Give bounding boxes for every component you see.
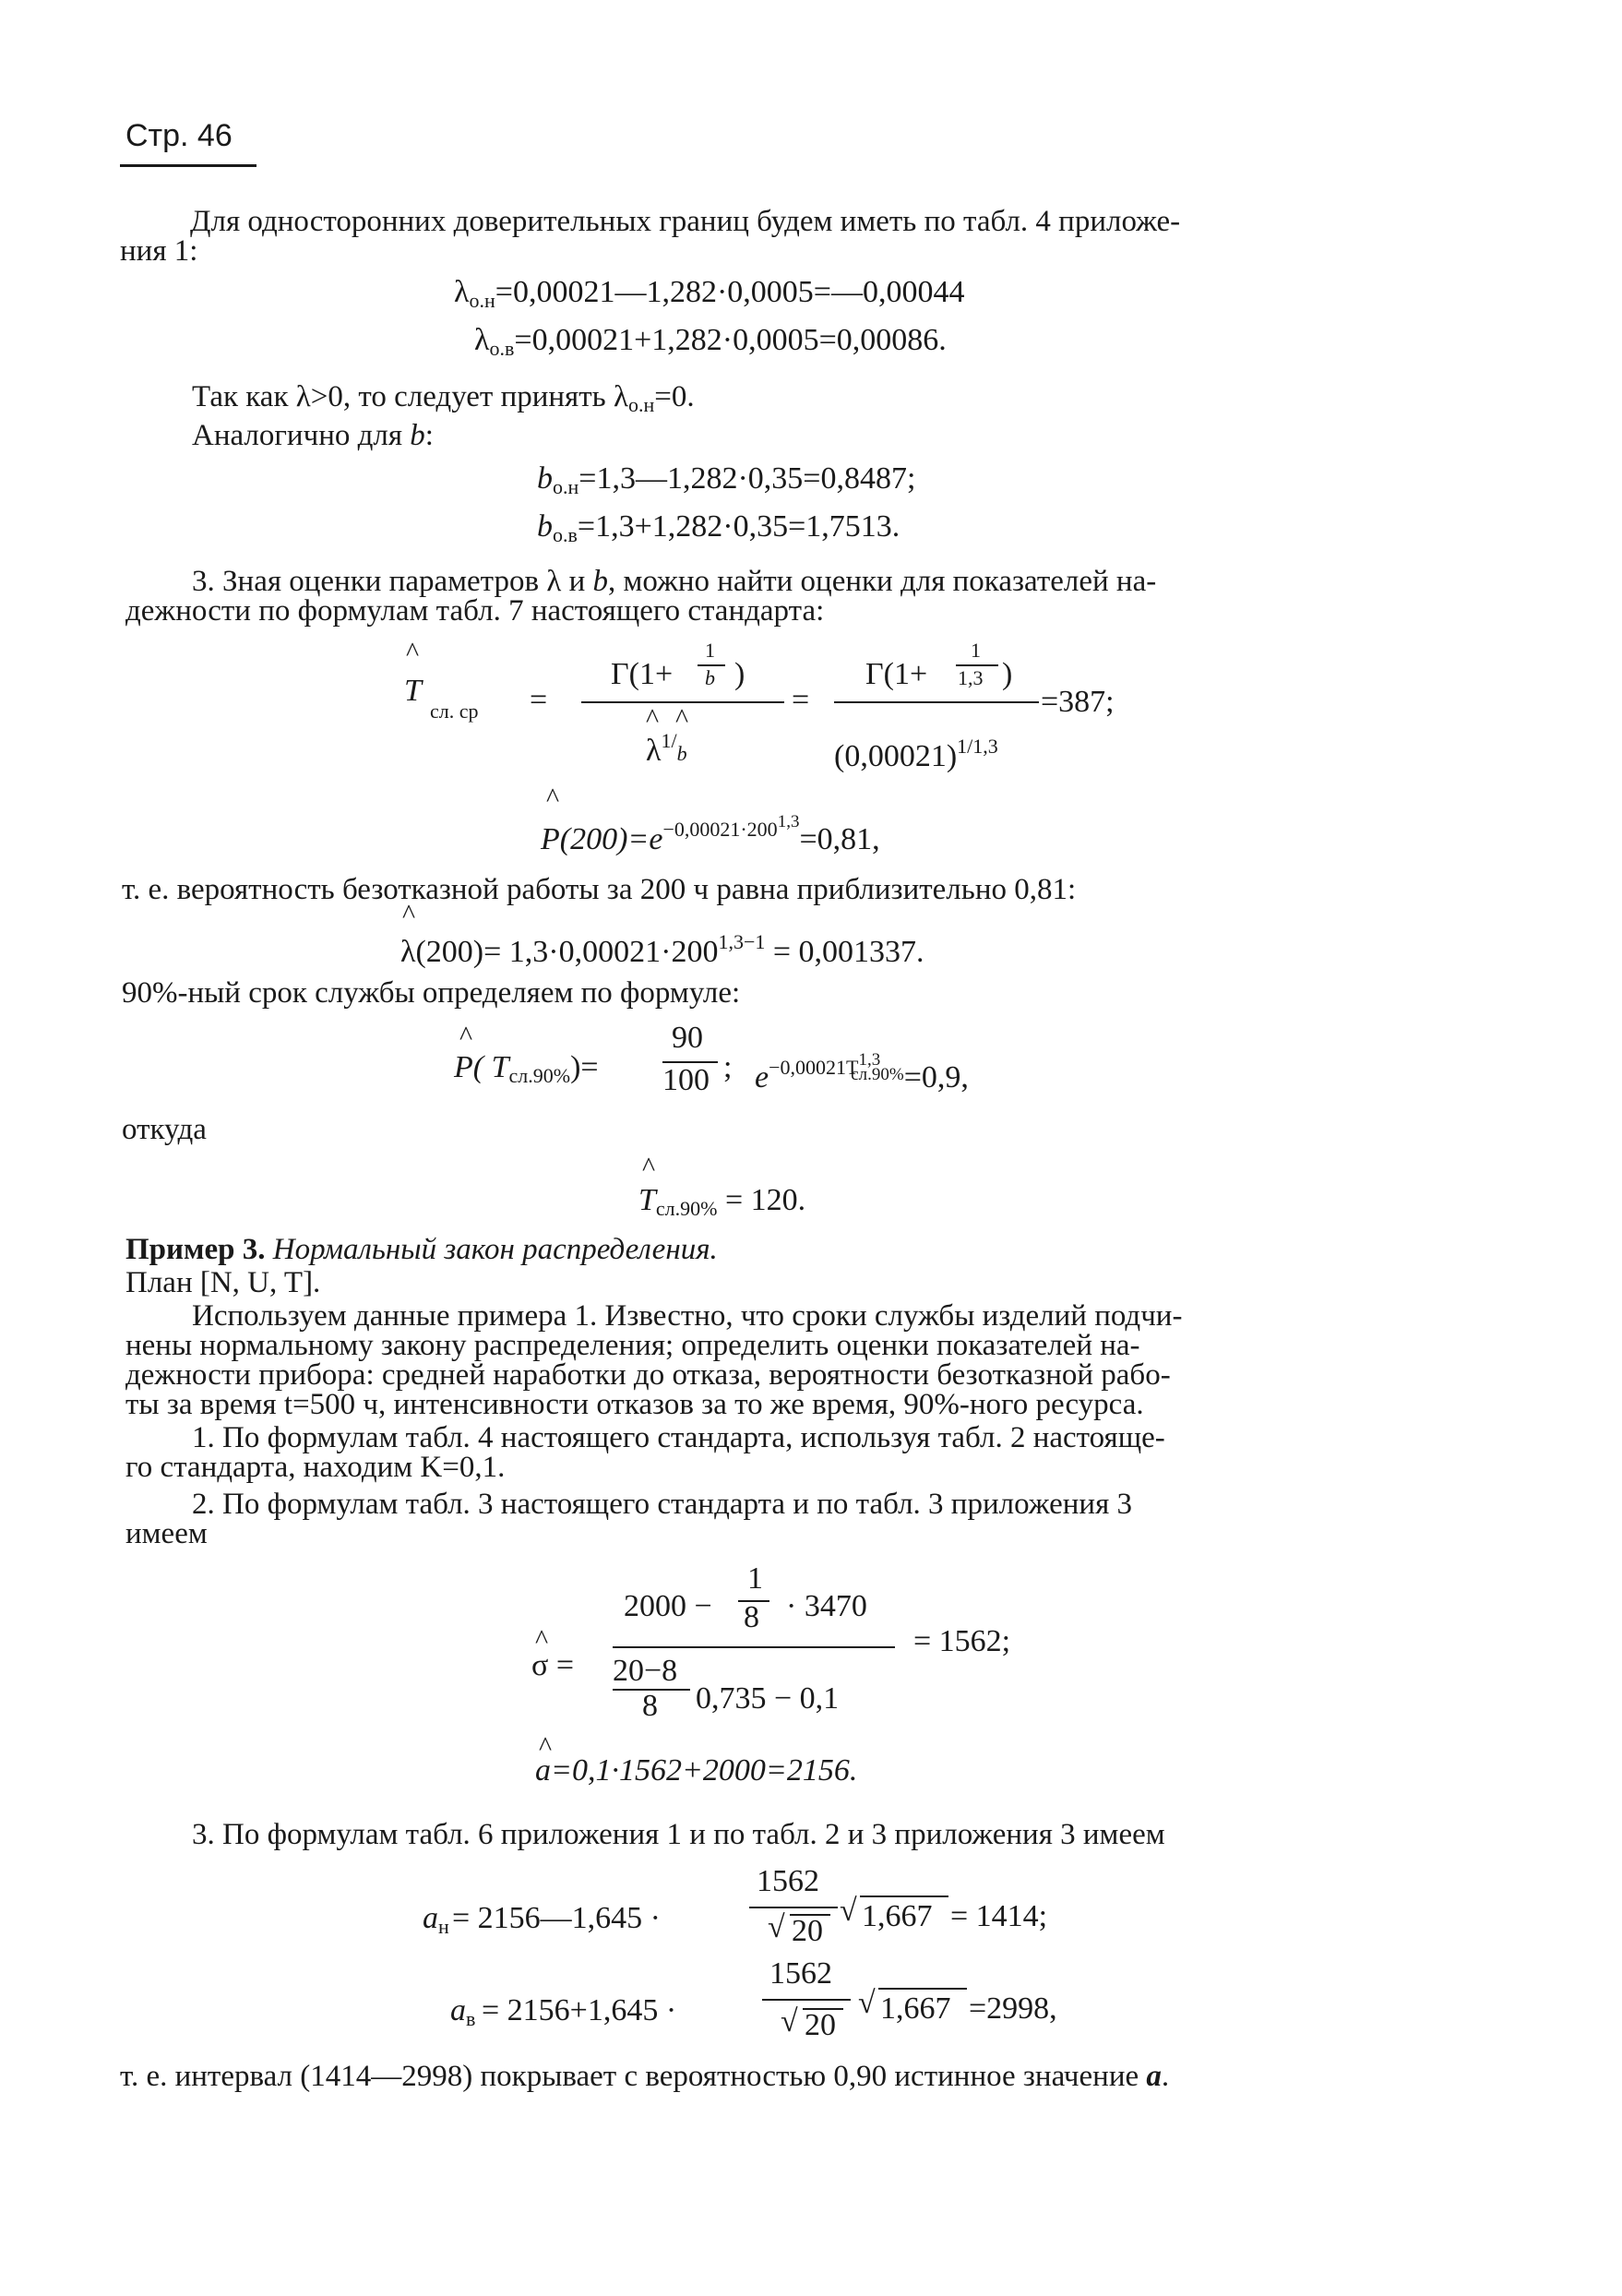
step-3-line: 3. По формулам табл. 6 приложения 1 и по табл. 2 и 3 приложения 3 имеем (192, 1818, 1165, 1851)
root-sign: √ (840, 1894, 857, 1928)
fraction-b: b (705, 666, 715, 689)
close-paren: ) (734, 657, 745, 691)
root-sign: √ (858, 1986, 876, 2020)
a-lower-denominator: 20 (792, 1914, 823, 1948)
result-387: =387; (1041, 685, 1115, 719)
formula-lambda-on: $\lambda_{о.н}=0,00021—1,282\cdot 0,0005=—0,00044$ (454, 275, 965, 312)
root-sign: √ (768, 1910, 785, 1944)
a-upper-mid: = 2156+1,645 · (482, 1993, 677, 2027)
radical-bar (860, 1895, 948, 1897)
sigma-den-frac-den: 8 (642, 1689, 658, 1723)
sigma-result: = 1562; (913, 1624, 1011, 1658)
a-upper-root: 1,667 (880, 1991, 951, 2026)
constant-denominator: $(0,00021)^{1/1,3}$ (834, 735, 998, 773)
hat-mark: ^ (546, 783, 560, 813)
radical-bar (878, 1988, 967, 1990)
a-lower-numerator: 1562 (757, 1864, 819, 1898)
semicolon: ; (723, 1050, 733, 1084)
a-upper-lhs: $a_в$ (450, 1993, 476, 2030)
use-line-3: дежности прибора: средней наработки до отказа, вероятности безотказной рабо- (125, 1358, 1171, 1392)
lambda-denominator: $\lambda^{1/}b$ (646, 729, 687, 768)
sigma-num-one: 1 (747, 1561, 763, 1596)
a-lower-root: 1,667 (862, 1899, 933, 1933)
p90-numerator: 90 (672, 1021, 703, 1055)
example-3-heading: Пример 3. Нормальный закон распределения. (125, 1233, 718, 1266)
fraction-one: 1 (971, 639, 981, 662)
p90-exponential: $e^{-0,00021T1,3сл.90\%}=0,9$, (755, 1050, 969, 1094)
srok-line: 90%-ный срок службы определяем по формуле: (122, 976, 741, 1010)
close-paren: ) (1002, 657, 1013, 691)
analog-line: Аналогично для b: (192, 419, 434, 452)
fraction-one: 1 (705, 639, 715, 662)
a-upper-denominator: 20 (805, 2008, 836, 2042)
hat-mark: ^ (646, 703, 660, 734)
sigma-num-tail: · 3470 (786, 1589, 867, 1623)
sigma-den-tail: 0,735 − 0,1 (696, 1681, 840, 1716)
hat-mark: ^ (539, 1731, 553, 1762)
use-line-4: ты за время t=500 ч, интенсивности отказов за то же время, 90%-ного ресурса. (125, 1388, 1144, 1421)
formula-a-hat: a=0,1·1562+2000=2156. (535, 1753, 858, 1788)
fraction-bar (613, 1646, 895, 1648)
paragraph-3-line-1: 3. Зная оценки параметров λ и b, можно найти оценки для показателей на- (192, 565, 1157, 598)
formula-lambda-ov: $\lambda_{о.в}=0,00021+1,282\cdot 0,0005=0,00086$. (474, 323, 947, 360)
step-2-line-2: имеем (125, 1517, 208, 1550)
a-lower-result: = 1414; (950, 1899, 1048, 1933)
header-rule (120, 164, 256, 167)
a-upper-numerator: 1562 (769, 1956, 832, 1991)
hat-mark: ^ (459, 1021, 473, 1051)
hat-mark: ^ (642, 1152, 656, 1182)
root-sign: √ (781, 2004, 798, 2039)
p90-lhs: P( $T_{сл.90\%})=$ (454, 1050, 599, 1087)
formula-b-ov: $b_{о.в}=1,3+1,282\cdot 0,35=1,7513$. (537, 509, 900, 546)
formula-p200: $P(200)=e^{-0,00021\cdot 2001,3}=0,81$, (541, 812, 880, 856)
final-line: т. е. интервал (1414—2998) покрывает с вероятностью 0,90 истинное значение a. (120, 2060, 1170, 2093)
step-1-line-2: го стандарта, находим K=0,1. (125, 1451, 506, 1484)
step-2-line-1: 2. По формулам табл. 3 настоящего стандарта и по табл. 3 приложения 3 (192, 1488, 1133, 1521)
fraction-13: 1,3 (958, 666, 984, 689)
a-upper-result: =2998, (969, 1991, 1057, 2026)
otkuda-line: откуда (122, 1113, 207, 1146)
equals-sign: = (530, 683, 548, 717)
formula-t90: $T_{сл.90\%} = 120$. (638, 1183, 806, 1220)
step-1-line-1: 1. По формулам табл. 4 настоящего стандарта, используя табл. 2 настояще- (192, 1421, 1165, 1454)
te-line-1: т. е. вероятность безотказной работы за 200 ч равна приблизительно 0,81: (122, 873, 1077, 906)
gamma-numerator-1: Г(1+ (611, 657, 674, 691)
plan-line: План [N, U, T]. (125, 1266, 321, 1299)
paragraph-3-line-2: дежности по формулам табл. 7 настоящего стандарта: (125, 594, 825, 628)
formula-b-on: $b_{о.н}=1,3—1,282\cdot 0,35=0,8487$; (537, 461, 916, 498)
gamma-numerator-2: Г(1+ (865, 657, 928, 691)
use-line-2: нены нормальному закону распределения; определить оценки показателей на- (125, 1329, 1140, 1362)
sigma-lhs: σ = (531, 1648, 575, 1682)
formula-lambda-200: $\lambda(200)= 1,3\cdot 0,00021\cdot 200^{1,3-1} = 0,001337$. (400, 930, 924, 969)
hat-mark: ^ (406, 637, 420, 667)
hat-mark: ^ (535, 1624, 549, 1655)
p90-denominator: 100 (662, 1063, 710, 1097)
since-line: Так как λ>0, то следует принять $\lambda_{о.н}=0$. (192, 380, 695, 416)
intro-line-2: ния 1: (120, 234, 198, 268)
a-lower-lhs: $a_н$ (423, 1901, 449, 1938)
fraction-bar-2 (834, 701, 1039, 703)
sigma-num-eight: 8 (744, 1600, 759, 1634)
t-subscript: сл. ср (430, 700, 479, 723)
hat-mark: ^ (402, 899, 416, 929)
fraction-bar (762, 1999, 851, 2001)
hat-mark: ^ (675, 703, 689, 734)
a-lower-mid: = 2156—1,645 · (452, 1901, 661, 1935)
use-line-1: Используем данные примера 1. Известно, что сроки службы изделий подчи- (192, 1299, 1183, 1333)
fraction-bar (749, 1907, 838, 1908)
t-symbol: T (404, 674, 422, 708)
equals-sign: = (792, 683, 810, 717)
intro-line-1: Для односторонних доверительных границ будем иметь по табл. 4 приложе- (190, 205, 1181, 238)
page-label: Стр. 46 (125, 118, 233, 153)
sigma-den-frac-num: 20−8 (613, 1654, 678, 1688)
sigma-numerator: 2000 − (624, 1589, 712, 1623)
